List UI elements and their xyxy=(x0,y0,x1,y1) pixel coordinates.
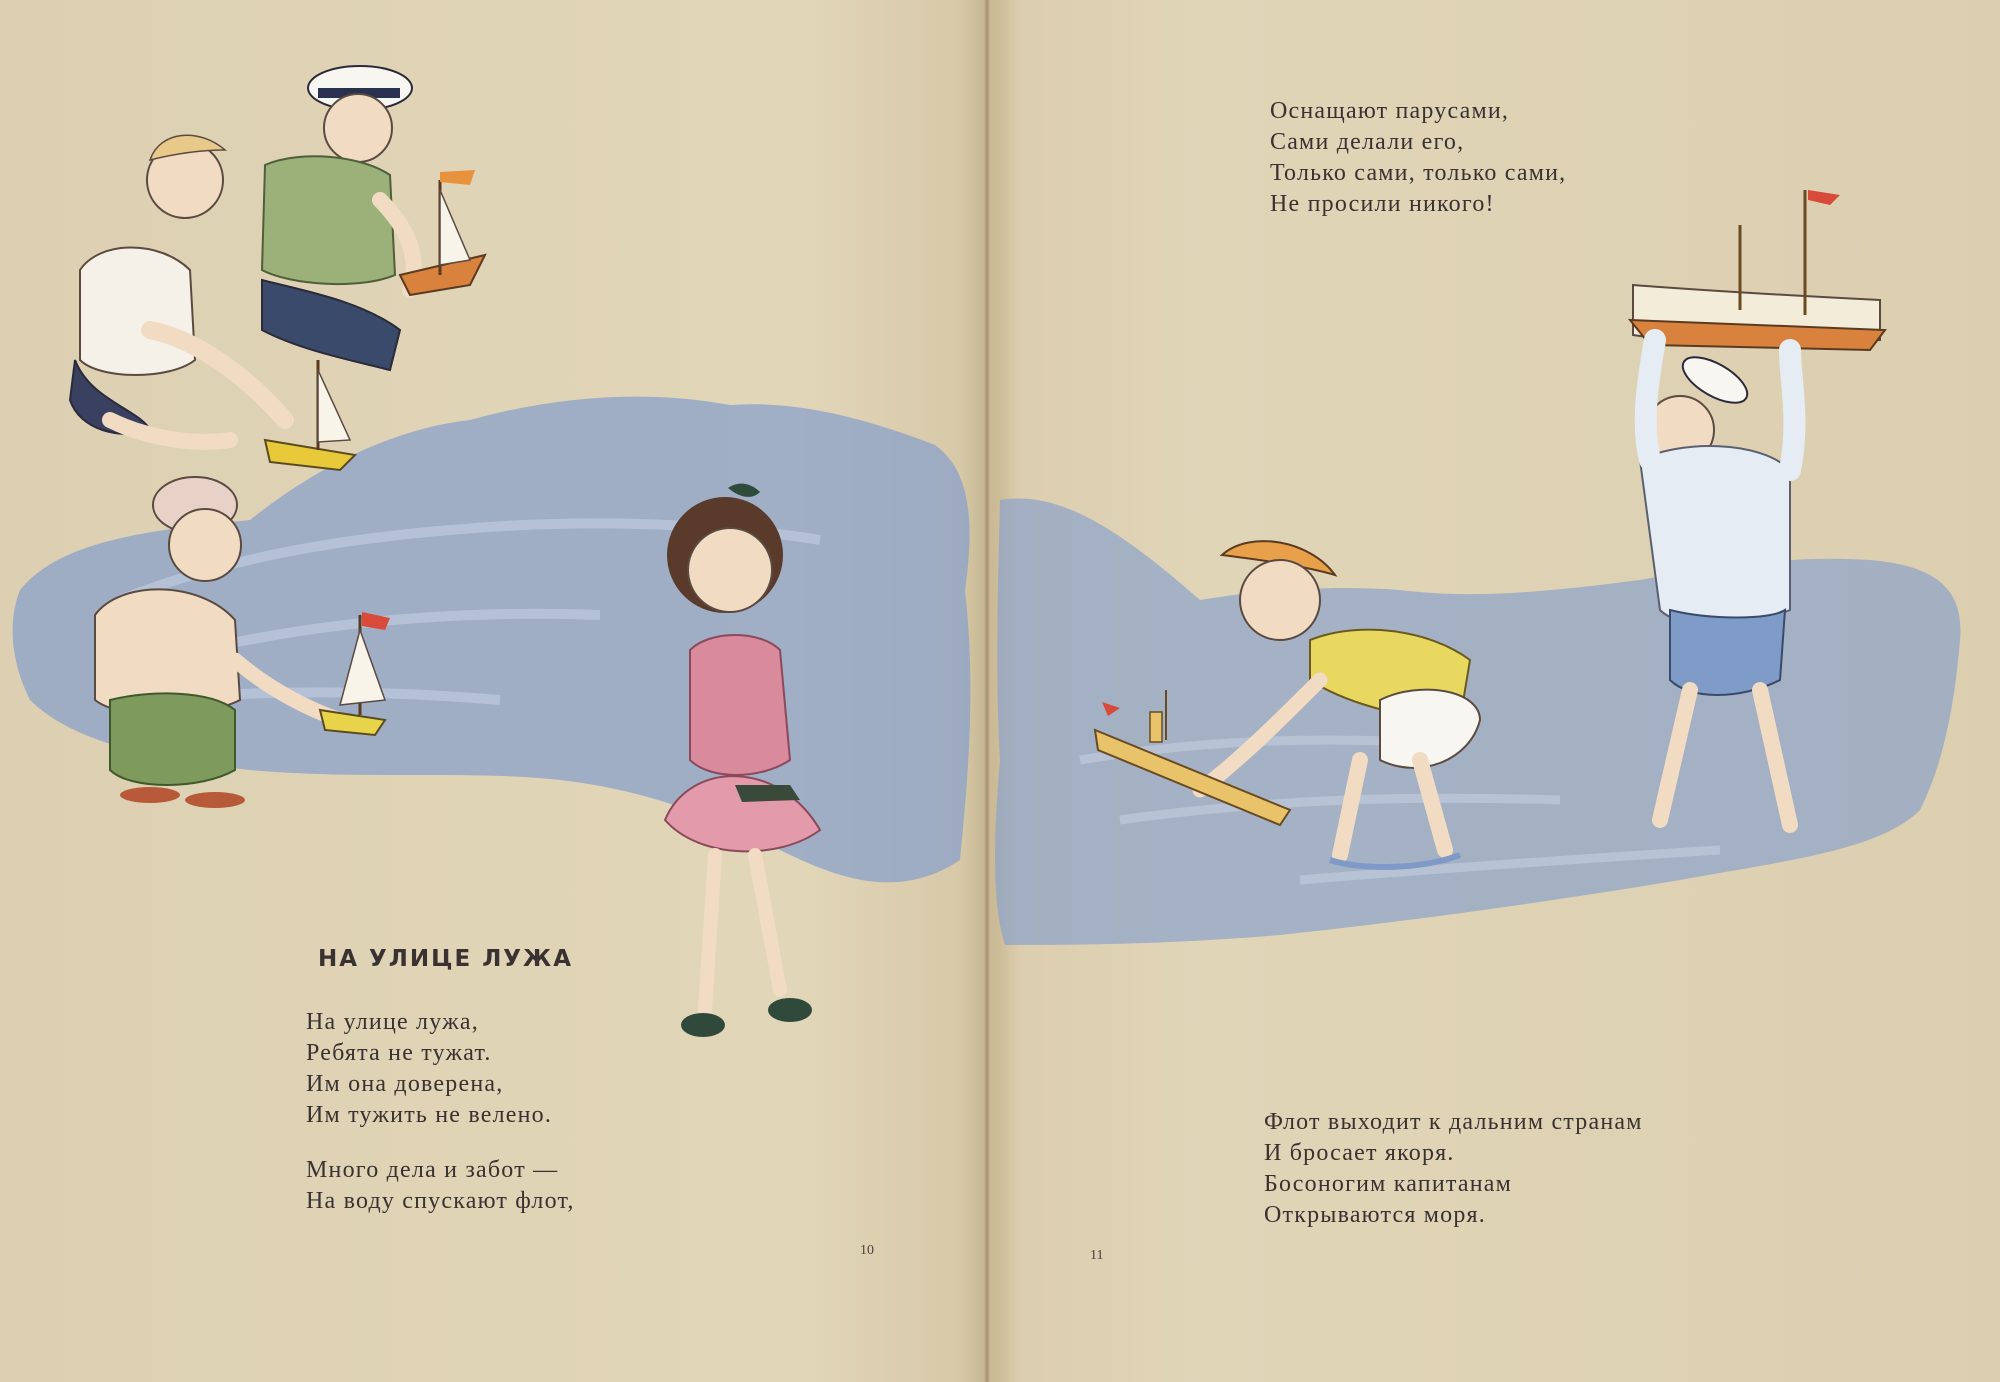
left-stanza-1 xyxy=(306,1007,575,1131)
verse-line: Много дела и забот — xyxy=(306,1157,559,1183)
verse-line: Только сами, только сами, xyxy=(1270,160,1567,186)
verse-line: На улице лужа, xyxy=(306,1009,479,1035)
boy-crouching-white-shirt xyxy=(70,135,285,442)
verse-line: И бросает якоря. xyxy=(1264,1140,1455,1166)
verse-line: Им тужить не велено. xyxy=(306,1102,553,1128)
page-number-left: 10 xyxy=(860,1243,874,1258)
verse-line: Флот выходит к дальним странам xyxy=(1264,1109,1643,1135)
verse-line: Открываются моря. xyxy=(1264,1202,1486,1228)
verse-line: Не просили никого! xyxy=(1270,191,1495,217)
verse-line: Им она доверена, xyxy=(306,1071,504,1097)
verse-line: Оснащают парусами, xyxy=(1270,98,1510,124)
verse-line: На воду спускают флот, xyxy=(306,1188,575,1214)
left-page-verse xyxy=(306,1007,575,1241)
right-page-bottom-verse xyxy=(1264,1107,1643,1231)
verse-line: Босоногим капитанам xyxy=(1264,1171,1512,1197)
page-number-right: 11 xyxy=(1090,1248,1104,1263)
left-stanza-2 xyxy=(306,1155,575,1217)
poem-title: НА УЛИЦЕ ЛУЖА xyxy=(318,946,573,972)
boy-green-shirt-sailor-cap xyxy=(262,66,414,370)
verse-line: Ребята не тужат. xyxy=(306,1040,492,1066)
verse-line: Сами делали его, xyxy=(1270,129,1465,155)
right-page-top-verse xyxy=(1270,96,1566,220)
